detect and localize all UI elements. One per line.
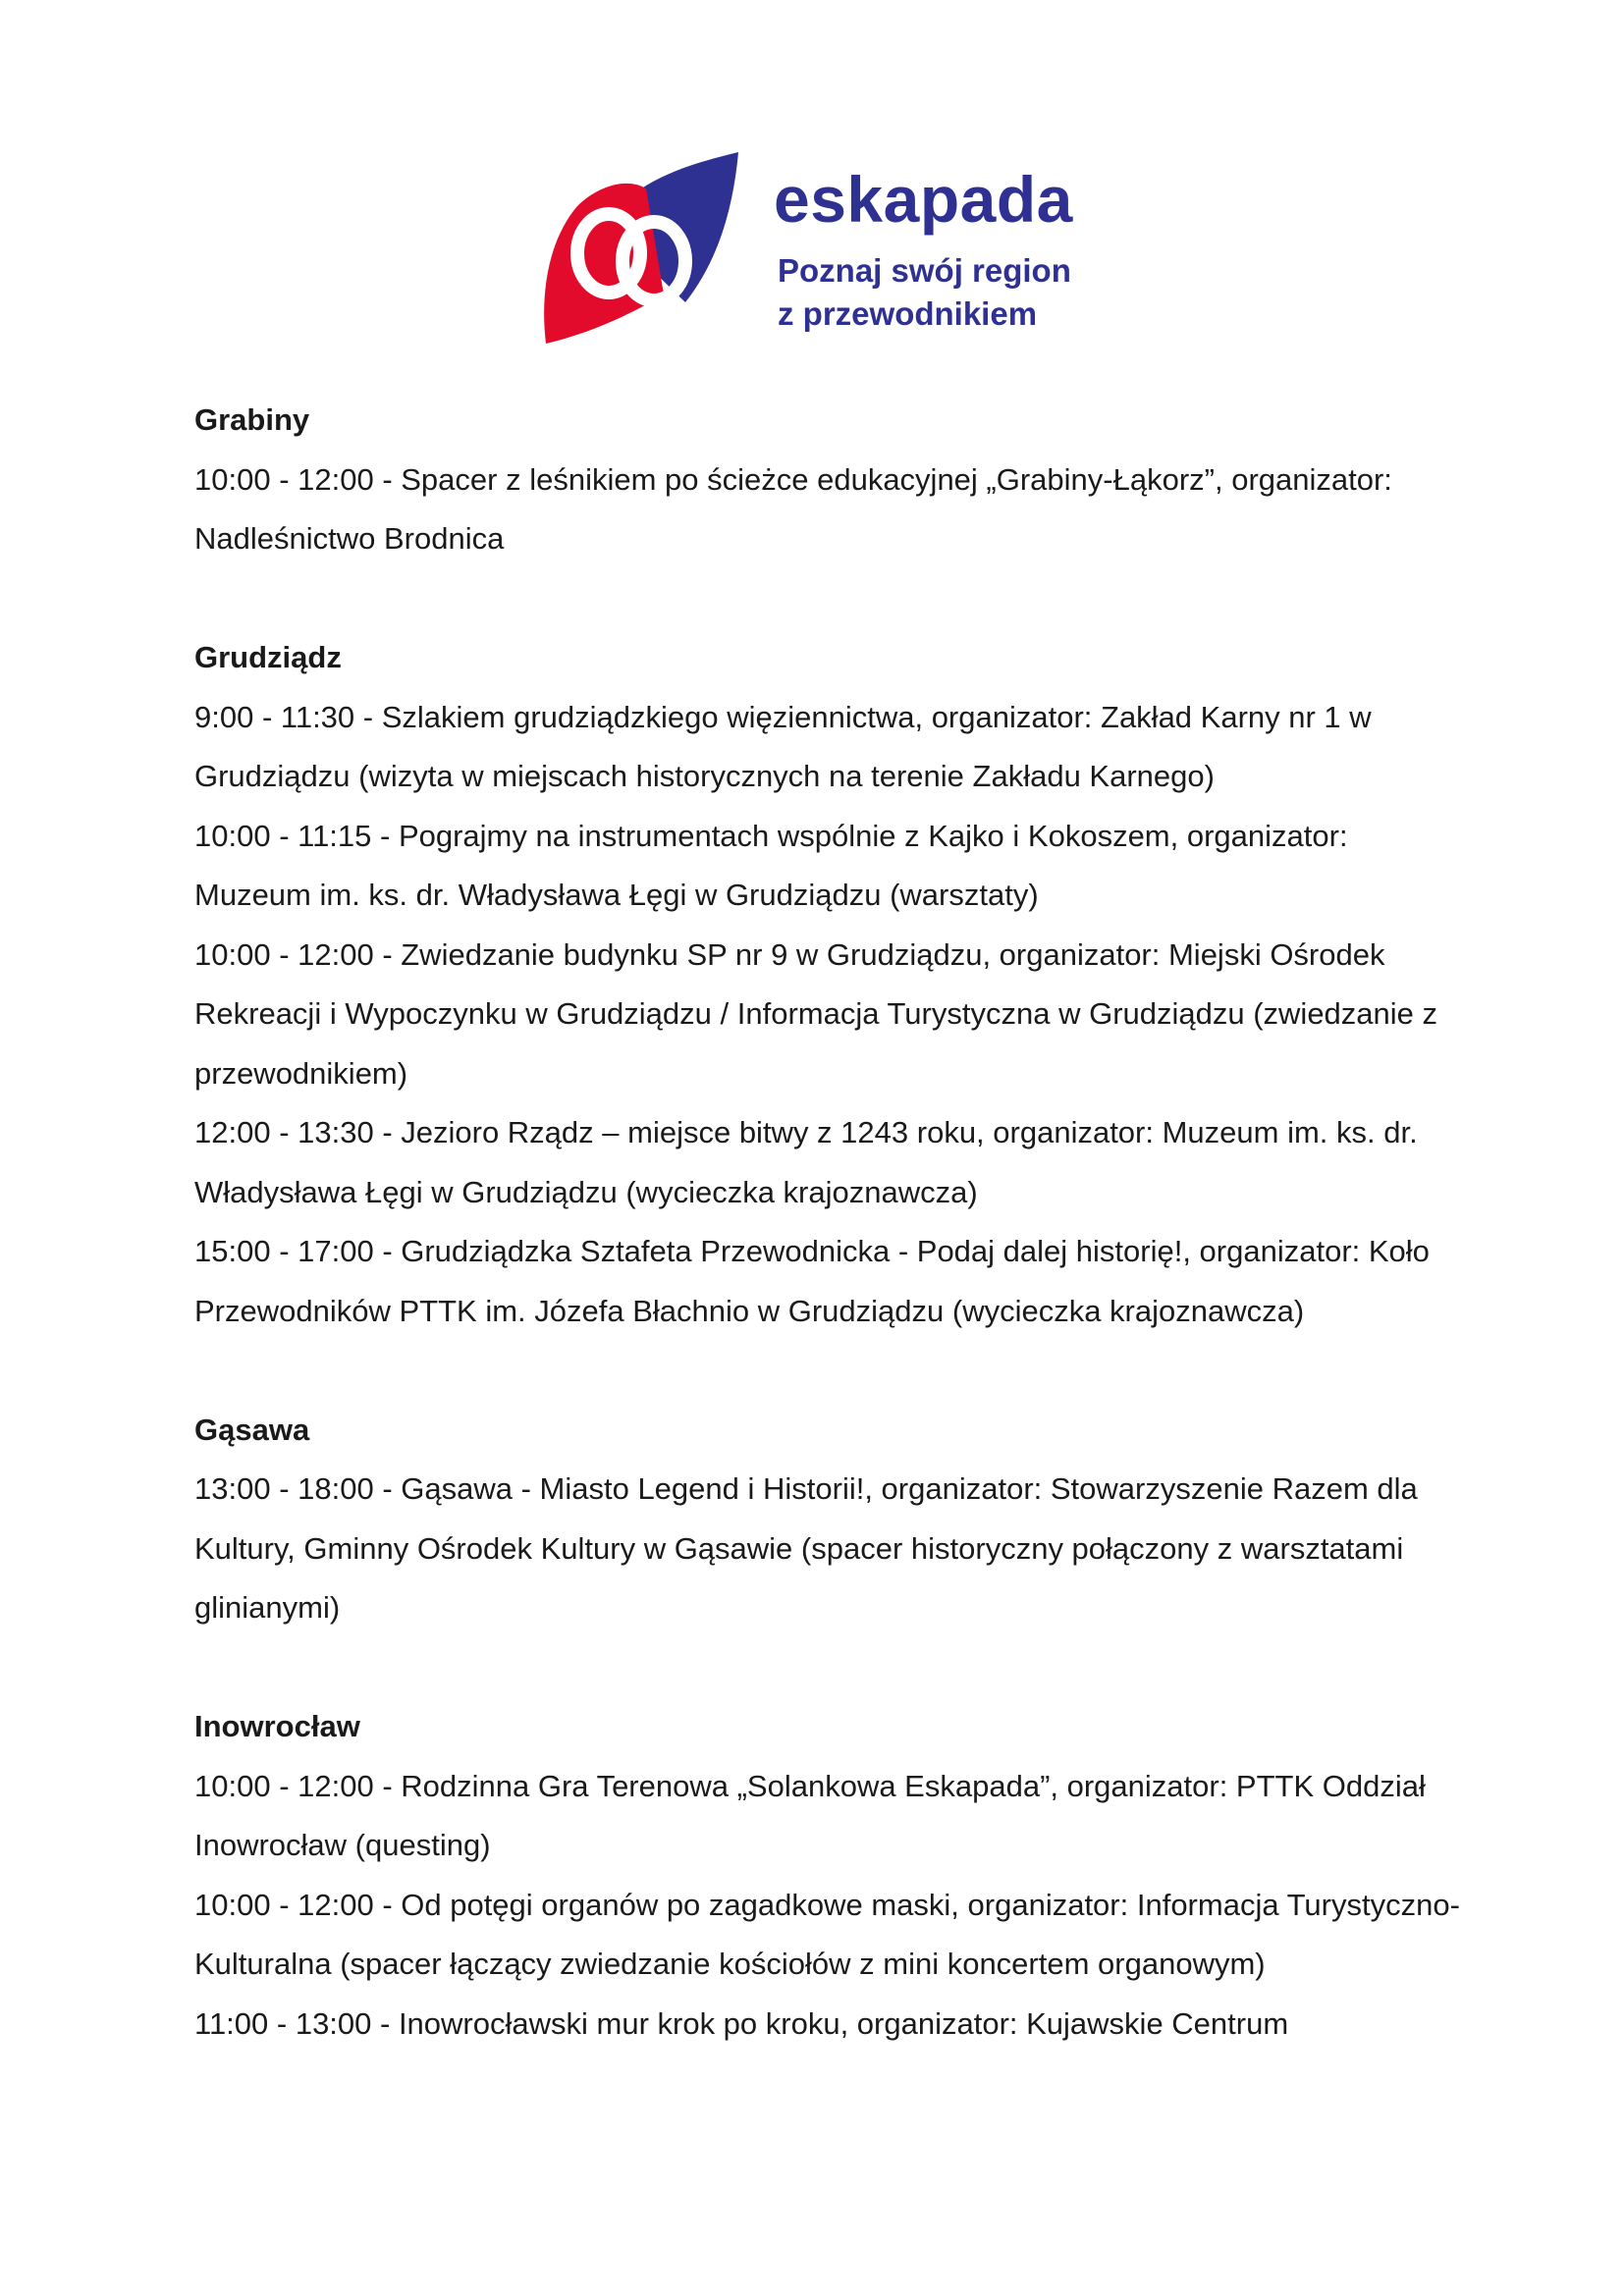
event-entry: 10:00 - 11:15 - Pograjmy na instrumentach wspólnie z Kajko i Kokoszem, organizator: Muzeum im. ks. dr. Władysława Łęgi w Grudziądzu (warsztaty) — [194, 818, 1348, 912]
section-gasawa — [194, 1401, 1471, 1638]
eskapada-logo — [538, 147, 1108, 348]
event-entry: 13:00 - 18:00 - Gąsawa - Miasto Legend i Historii!, organizator: Stowarzyszenie Razem dla Kultury, Gminny Ośrodek Kultury w Gąsawie (spacer historyczny połączony z warsztatami glinianymi) — [194, 1471, 1418, 1625]
eskapada-logo-mark-icon — [538, 147, 744, 348]
event-schedule — [194, 391, 1471, 2113]
section-title: Grabiny — [194, 402, 310, 437]
section-title: Inowrocław — [194, 1709, 360, 1743]
event-entry: 9:00 - 11:30 - Szlakiem grudziądzkiego więziennictwa, organizator: Zakład Karny nr 1 w Grudziądzu (wizyta w miejscach historycznych na terenie Zakładu Karnego) — [194, 699, 1372, 793]
event-entry: 15:00 - 17:00 - Grudziądzka Sztafeta Przewodnicka - Podaj dalej historię!, organizator: Koło Przewodników PTTK im. Józefa Błachnio w Grudziądzu (wycieczka krajoznawcza) — [194, 1234, 1430, 1328]
event-entry: 12:00 - 13:30 - Jezioro Rządz – miejsce bitwy z 1243 roku, organizator: Muzeum im. ks. dr. Władysława Łęgi w Grudziądzu (wycieczka krajoznawcza) — [194, 1115, 1418, 1209]
event-entry: 10:00 - 12:00 - Rodzinna Gra Terenowa „Solankowa Eskapada”, organizator: PTTK Oddział Inowrocław (questing) — [194, 1768, 1426, 1862]
event-entry: 10:00 - 12:00 - Od potęgi organów po zagadkowe maski, organizator: Informacja Turystyczno-Kulturalna (spacer łączący zwiedzanie kościołów z mini koncertem organowym) — [194, 1887, 1460, 1981]
section-grabiny — [194, 391, 1471, 569]
logo-title: eskapada — [774, 163, 1073, 236]
event-entry: 10:00 - 12:00 - Spacer z leśnikiem po ścieżce edukacyjnej „Grabiny-Łąkorz”, organizator: Nadleśnictwo Brodnica — [194, 461, 1392, 556]
section-title: Grudziądz — [194, 640, 342, 674]
event-entry: 10:00 - 12:00 - Zwiedzanie budynku SP nr 9 w Grudziądzu, organizator: Miejski Ośrodek Rekreacji i Wypoczynku w Grudziądzu / Informacja Turystyczna w Grudziądzu (zwiedzanie z przewodnikiem) — [194, 936, 1438, 1091]
section-title: Gąsawa — [194, 1412, 310, 1447]
logo-tagline-line2: z przewodnikiem — [778, 295, 1038, 332]
event-entry: 11:00 - 13:00 - Inowrocławski mur krok po kroku, organizator: Kujawskie Centrum — [194, 2005, 1289, 2041]
section-inowroclaw — [194, 1697, 1471, 2054]
logo-tagline — [778, 249, 1071, 336]
logo-tagline-line1: Poznaj swój region — [778, 252, 1071, 289]
section-grudziadz — [194, 628, 1471, 1341]
